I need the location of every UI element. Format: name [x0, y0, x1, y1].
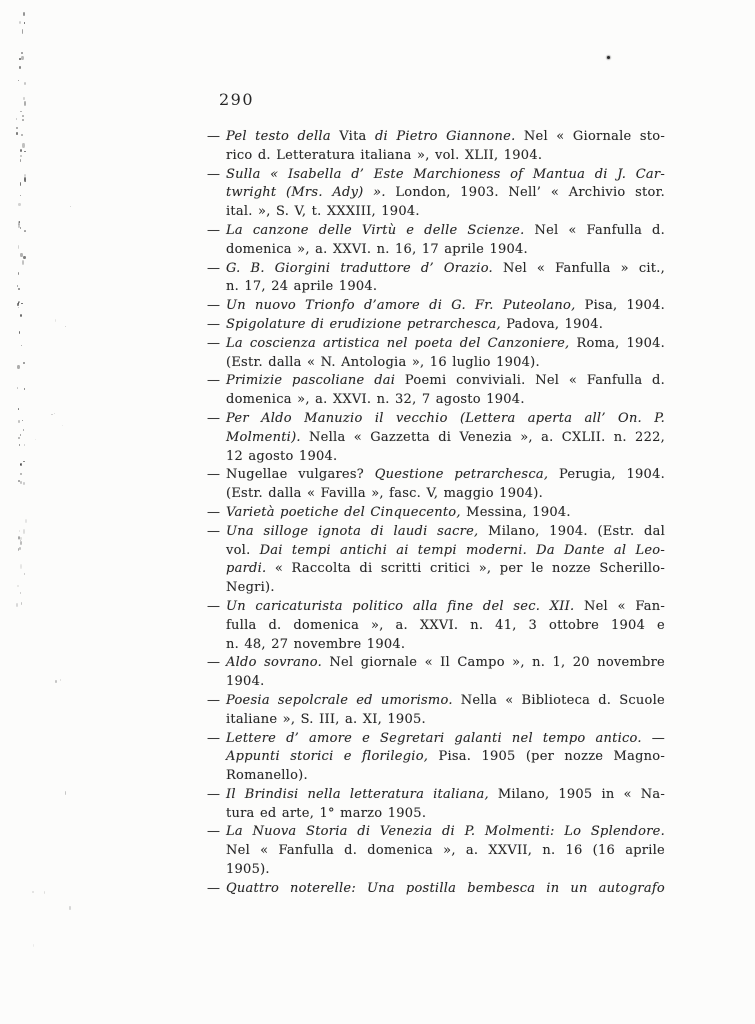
scan-speck — [20, 314, 22, 317]
scan-speck — [18, 272, 19, 275]
scan-speck — [22, 143, 24, 147]
scan-speck — [69, 906, 70, 909]
text-segment: Negri). — [226, 580, 275, 596]
scan-speck — [20, 463, 22, 466]
text-segment: Appunti storici e florilegio, — [226, 749, 429, 765]
entry-line — [226, 542, 665, 561]
scan-speck — [65, 791, 67, 795]
scan-speck — [18, 548, 19, 550]
text-segment: Molmenti). — [226, 429, 301, 445]
text-segment: Quattro noterelle: Una postilla bembesca in un autografo — [226, 880, 665, 896]
scan-speck — [18, 537, 20, 540]
entry-line — [226, 748, 665, 767]
scan-speck — [24, 230, 26, 232]
text-segment: « Raccolta di scritti critici », per le nozze Scherillo- — [266, 561, 665, 577]
scan-speck — [19, 66, 21, 69]
scan-speck — [32, 891, 33, 894]
scan-speck — [18, 224, 20, 228]
bibliography-entry — [207, 523, 665, 598]
bibliography-entry — [207, 166, 665, 222]
entry-dash-bullet: — — [207, 410, 221, 426]
bibliography-entry — [207, 880, 665, 899]
scan-speck — [21, 602, 23, 605]
text-segment: Nella « Biblioteca d. Scuole — [452, 692, 665, 708]
text-segment: rico d. Letteratura italiana », vol. XLII, 1904. — [226, 147, 543, 163]
scan-speck — [21, 134, 23, 137]
entry-line — [226, 579, 665, 598]
scan-speck — [20, 182, 22, 186]
text-segment: Un caricaturista politico alla fine del sec. XII. — [226, 598, 575, 614]
entry-line — [226, 147, 665, 166]
scan-speck — [20, 540, 21, 542]
scan-speck — [20, 195, 21, 196]
scan-speck — [18, 302, 19, 304]
scan-speck — [23, 429, 24, 431]
scan-speck — [24, 151, 26, 153]
entry-line — [226, 636, 665, 655]
scan-speck — [20, 155, 22, 157]
text-segment: Nel « Giornale sto- — [515, 129, 665, 144]
scan-speck — [18, 536, 20, 538]
bibliography-entry — [207, 335, 665, 373]
scan-speck — [18, 480, 20, 482]
entry-line — [226, 861, 665, 880]
text-segment: Poemi conviviali. Nel « Fanfulla d. — [404, 373, 666, 389]
text-segment: 12 agosto 1904. — [226, 448, 338, 464]
text-segment: Roma, 1904. — [569, 335, 666, 351]
scan-speck — [20, 541, 22, 545]
scan-speck — [23, 461, 25, 463]
scan-speck — [16, 132, 17, 135]
scan-speck — [51, 414, 52, 415]
entry-line — [226, 372, 665, 391]
scan-speck — [21, 52, 23, 54]
scan-speck — [20, 434, 21, 436]
scan-speck — [18, 437, 20, 439]
scan-speck — [23, 12, 25, 16]
scan-speck — [22, 420, 23, 421]
scan-speck — [19, 58, 21, 60]
scan-speck — [19, 221, 21, 223]
scan-speck — [20, 149, 22, 152]
scan-speck — [44, 891, 46, 894]
entry-line — [226, 316, 665, 335]
text-segment: di Pietro Giannone. — [374, 129, 516, 144]
scan-speck — [19, 331, 20, 333]
scan-speck — [24, 22, 25, 23]
scan-speck — [21, 345, 22, 346]
bibliography-entry — [207, 128, 665, 166]
text-segment: Pisa, 1904. — [575, 298, 665, 314]
entry-line — [226, 523, 665, 542]
text-segment: Varietà poetiche del Cinquecento, — [226, 504, 461, 520]
bibliography-entry — [207, 372, 665, 410]
entry-line — [226, 354, 665, 373]
text-segment: Nel giornale « Il Campo », n. 1, 20 novembre — [321, 655, 665, 671]
entry-line — [226, 786, 665, 805]
text-segment: Nel « Fanfulla d. — [524, 222, 665, 238]
scan-speck — [18, 245, 20, 248]
scan-speck — [24, 444, 25, 447]
entry-line — [226, 673, 665, 692]
bibliography-entry — [207, 222, 665, 260]
text-segment: 1905). — [226, 862, 270, 878]
text-segment: Una silloge ignota di laudi sacre, — [226, 523, 479, 539]
scan-speck — [20, 159, 22, 162]
entry-line — [226, 260, 665, 279]
scan-speck — [23, 529, 25, 534]
text-segment: domenica », a. XXVI. n. 32, 7 agosto 1904. — [226, 392, 525, 408]
text-segment: Nel « Fanfulla d. domenica », a. XXVII, n. 16 (16 aprile — [226, 843, 665, 859]
scan-speck — [18, 408, 19, 410]
text-segment: Vita — [339, 129, 375, 144]
entry-line — [226, 128, 665, 147]
scan-speck — [22, 115, 24, 117]
scan-speck — [20, 473, 22, 474]
scan-speck — [24, 174, 26, 177]
text-segment: Nel « Fan- — [574, 598, 666, 614]
text-segment: domenica », a. XXVI. n. 16, 17 aprile 1904. — [226, 241, 528, 257]
text-segment: Aldo sovrano. — [226, 655, 322, 671]
entry-line — [226, 410, 665, 429]
text-segment: italiane », S. III, a. XI, 1905. — [226, 711, 426, 727]
entry-dash-bullet: — — [207, 260, 221, 276]
scan-speck — [18, 288, 19, 290]
text-segment: tura ed arte, 1° marzo 1905. — [226, 805, 427, 821]
scan-speck — [20, 464, 21, 465]
entry-line — [226, 767, 665, 786]
text-segment: Milano, 1905 in « Na- — [488, 786, 665, 802]
entry-line — [226, 617, 665, 636]
text-segment: Per Aldo Manuzio il vecchio (Lettera aperta all’ On. P. — [226, 410, 665, 426]
text-segment: Spigolature di erudizione petrarchesca, — [226, 316, 501, 332]
entry-line — [226, 335, 665, 354]
entry-dash-bullet: — — [207, 655, 221, 671]
scan-speck — [55, 319, 57, 322]
scan-speck — [70, 206, 71, 207]
entry-line — [226, 730, 665, 749]
bibliography-entry — [207, 692, 665, 730]
scan-speck — [35, 439, 36, 440]
scan-speck — [23, 256, 25, 259]
scan-speck — [20, 253, 22, 257]
text-segment: 1904. — [226, 674, 265, 690]
entry-line — [226, 880, 665, 899]
entry-line — [226, 560, 665, 579]
scan-speck — [65, 326, 66, 328]
entry-dash-bullet: — — [207, 786, 221, 802]
entry-line — [226, 222, 665, 241]
scan-speck — [18, 221, 20, 225]
bibliography-entry — [207, 410, 665, 466]
entry-line — [226, 448, 665, 467]
text-segment: (Estr. dalla « N. Antologia », 16 luglio 1904). — [226, 354, 540, 370]
entry-dash-bullet: — — [207, 335, 221, 351]
bibliography-list — [207, 128, 665, 899]
ink-speck — [607, 56, 610, 59]
scan-speck — [24, 388, 25, 390]
scan-speck — [24, 82, 26, 85]
text-segment: Nugellae vulgares? — [226, 467, 375, 483]
scan-speck — [23, 97, 24, 99]
bibliography-entry — [207, 260, 665, 298]
entry-line — [226, 278, 665, 297]
bibliography-entry — [207, 654, 665, 692]
scan-speck — [17, 585, 18, 587]
text-segment: ital. », S. V, t. XXXIII, 1904. — [226, 204, 420, 220]
text-segment: Romanello). — [226, 768, 308, 784]
text-segment: pardi. — [226, 561, 267, 577]
scan-speck — [16, 603, 18, 607]
entry-dash-bullet: — — [207, 129, 221, 144]
text-segment: Lettere d’ amore e Segretari galanti nel tempo antico. — — [226, 730, 665, 746]
scan-speck — [18, 420, 20, 423]
scan-speck — [24, 177, 26, 182]
text-segment: n. 17, 24 aprile 1904. — [226, 279, 378, 295]
scan-speck — [20, 227, 21, 229]
scan-speck — [16, 118, 17, 120]
entry-dash-bullet: — — [207, 467, 221, 483]
text-segment: Nel « Fanfulla » cit., — [492, 260, 666, 276]
scan-speck — [24, 573, 26, 576]
scan-speck — [18, 307, 20, 308]
text-segment: Milano, 1904. (Estr. dal — [478, 523, 665, 539]
scan-speck — [17, 365, 19, 369]
scan-speck — [54, 413, 55, 414]
scan-speck — [62, 425, 63, 426]
bibliography-entry — [207, 297, 665, 316]
bibliography-entry — [207, 786, 665, 824]
scan-speck — [19, 444, 20, 447]
text-segment: Messina, 1904. — [460, 504, 571, 520]
scan-speck — [18, 301, 19, 303]
text-segment: Il Brindisi nella letteratura italiana, — [226, 786, 489, 802]
entry-line — [226, 485, 665, 504]
scan-speck — [23, 482, 25, 485]
scan-speck — [18, 80, 19, 82]
text-segment: Primizie pascoliane dai — [226, 373, 405, 389]
bibliography-entry — [207, 504, 665, 523]
entry-dash-bullet: — — [207, 880, 221, 896]
entry-line — [226, 391, 665, 410]
entry-line — [226, 504, 665, 523]
page-number: 290 — [219, 90, 255, 109]
entry-dash-bullet: — — [207, 166, 221, 182]
entry-line — [226, 692, 665, 711]
entry-dash-bullet: — — [207, 598, 221, 614]
entry-dash-bullet: — — [207, 730, 221, 746]
scan-speck — [18, 203, 20, 206]
entry-line — [226, 711, 665, 730]
entry-dash-bullet: — — [207, 316, 221, 332]
scan-speck — [17, 303, 19, 305]
scan-speck — [24, 101, 26, 105]
text-segment: Dai tempi antichi ai tempi moderni. Da Dante al Leo- — [259, 542, 665, 558]
scan-speck — [22, 29, 24, 33]
text-segment: G. B. Giorgini traduttore d’ Orazio. — [226, 260, 493, 276]
text-segment: La canzone delle Virtù e delle Scienze. — [226, 222, 525, 238]
entry-dash-bullet: — — [207, 692, 221, 708]
scan-speck — [19, 547, 20, 550]
bibliography-entry — [207, 466, 665, 504]
bibliography-entry — [207, 598, 665, 654]
entry-dash-bullet: — — [207, 222, 221, 238]
scan-speck — [17, 387, 18, 389]
text-segment: Padova, 1904. — [500, 316, 604, 332]
scan-speck — [20, 564, 22, 570]
text-segment: Sulla « Isabella d’ Este Marchioness of Mantua di J. Car- — [226, 166, 665, 182]
entry-line — [226, 842, 665, 861]
entry-line — [226, 466, 665, 485]
text-segment: La Nuova Storia di Venezia di P. Molmenti: Lo Splendore. — [226, 824, 665, 840]
scan-speck — [60, 679, 61, 681]
text-segment: fulla d. domenica », a. XXVI. n. 41, 3 ottobre 1904 e — [226, 617, 665, 633]
text-segment: La coscienza artistica nel poeta del Canzoniere, — [226, 335, 570, 351]
entry-line — [226, 823, 665, 842]
entry-line — [226, 203, 665, 222]
scan-speck — [20, 111, 21, 112]
scan-speck — [20, 537, 21, 540]
text-segment: Pel testo della — [226, 129, 340, 144]
entry-dash-bullet: — — [207, 373, 221, 389]
text-segment: vol. — [226, 542, 260, 558]
bibliography-entry — [207, 730, 665, 786]
scan-speck — [16, 127, 18, 129]
entry-line — [226, 598, 665, 617]
entry-line — [226, 654, 665, 673]
scan-speck — [25, 181, 26, 183]
text-segment: n. 48, 27 novembre 1904. — [226, 636, 406, 652]
scan-speck — [55, 680, 57, 683]
entry-line — [226, 241, 665, 260]
scan-speck — [21, 303, 23, 305]
entry-line — [226, 184, 665, 203]
scan-speck — [19, 530, 20, 532]
entry-line — [226, 805, 665, 824]
entry-dash-bullet: — — [207, 523, 221, 539]
text-segment: Questione petrarchesca, — [374, 467, 549, 483]
entry-line — [226, 166, 665, 185]
entry-line — [226, 297, 665, 316]
scan-speck — [23, 362, 25, 364]
entry-dash-bullet: — — [207, 824, 221, 840]
bibliography-entry — [207, 316, 665, 335]
bibliography-entry — [207, 823, 665, 879]
text-segment: Perugia, 1904. — [548, 467, 665, 483]
scan-speck — [21, 56, 23, 60]
scan-speck — [17, 285, 18, 287]
scan-speck — [22, 119, 24, 121]
entry-dash-bullet: — — [207, 298, 221, 314]
text-segment: Poesia sepolcrale ed umorismo. — [226, 692, 453, 708]
text-segment: Nella « Gazzetta di Venezia », a. CXLII. n. 222, — [300, 429, 665, 445]
scan-speck — [22, 260, 24, 265]
text-segment: (Estr. dalla « Favilla », fasc. V, maggio 1904). — [226, 486, 543, 502]
text-segment: Pisa. 1905 (per nozze Magno- — [428, 749, 665, 765]
text-segment: Un nuovo Trionfo d’amore di G. Fr. Puteolano, — [226, 298, 576, 314]
entry-dash-bullet: — — [207, 504, 221, 520]
scan-speck — [19, 21, 21, 24]
text-segment: London, 1903. Nell’ « Archivio stor. — [385, 185, 665, 201]
entry-line — [226, 429, 665, 448]
scan-speck — [33, 944, 34, 947]
scan-speck — [20, 592, 21, 593]
scan-speck — [25, 519, 27, 523]
scan-speck — [20, 481, 21, 484]
text-segment: twright (Mrs. Ady) ». — [226, 185, 386, 201]
